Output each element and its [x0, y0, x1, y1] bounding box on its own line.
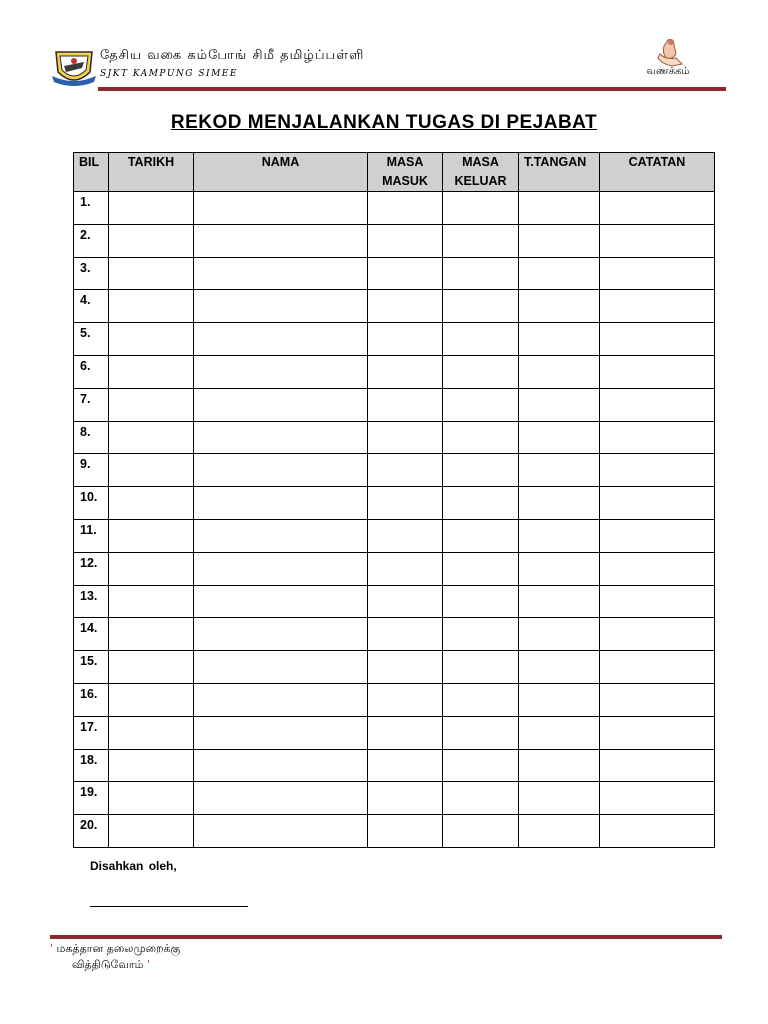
row-number: 12.: [74, 552, 109, 585]
row-number: 1.: [74, 192, 109, 225]
remarks-cell[interactable]: [600, 716, 715, 749]
time-in-cell[interactable]: [368, 618, 443, 651]
school-name-latin: SJKT KAMPUNG SIMEE: [100, 69, 238, 79]
page-title: REKOD MENJALANKAN TUGAS DI PEJABAT: [170, 112, 598, 133]
column-header: [519, 153, 600, 192]
table-row: [74, 749, 715, 782]
row-number: 13.: [74, 585, 109, 618]
date-cell[interactable]: [109, 290, 194, 323]
name-cell[interactable]: [194, 585, 368, 618]
date-cell[interactable]: [109, 487, 194, 520]
time-in-cell[interactable]: [368, 323, 443, 356]
row-number: 19.: [74, 782, 109, 815]
motto-line-1: [50, 942, 180, 957]
table-header-row: [74, 153, 715, 192]
name-cell[interactable]: [194, 257, 368, 290]
footer-divider: [50, 935, 722, 939]
time-out-cell[interactable]: [443, 487, 519, 520]
time-in-cell[interactable]: [368, 388, 443, 421]
time-in-cell[interactable]: [368, 519, 443, 552]
name-cell[interactable]: [194, 192, 368, 225]
row-number: 4.: [74, 290, 109, 323]
row-number: 11.: [74, 519, 109, 552]
column-header-line1: TARIKH: [127, 155, 175, 169]
name-cell[interactable]: [194, 454, 368, 487]
row-number: 16.: [74, 683, 109, 716]
remarks-cell[interactable]: [600, 618, 715, 651]
remarks-cell[interactable]: [600, 782, 715, 815]
row-number: 15.: [74, 651, 109, 684]
time-out-cell[interactable]: [443, 355, 519, 388]
row-number: 18.: [74, 749, 109, 782]
remarks-cell[interactable]: [600, 323, 715, 356]
row-number: 8.: [74, 421, 109, 454]
name-cell[interactable]: [194, 519, 368, 552]
date-cell[interactable]: [109, 323, 194, 356]
date-cell[interactable]: [109, 421, 194, 454]
date-cell[interactable]: [109, 257, 194, 290]
signature-cell[interactable]: [519, 421, 600, 454]
time-out-cell[interactable]: [443, 651, 519, 684]
signature-cell[interactable]: [519, 388, 600, 421]
table-row: [74, 815, 715, 848]
time-in-cell[interactable]: [368, 716, 443, 749]
remarks-cell[interactable]: [600, 519, 715, 552]
time-out-cell[interactable]: [443, 257, 519, 290]
column-header-line1: T.TANGAN: [524, 155, 587, 169]
row-number: 5.: [74, 323, 109, 356]
header-divider: [98, 87, 726, 91]
name-cell[interactable]: [194, 421, 368, 454]
table-row: [74, 323, 715, 356]
time-out-cell[interactable]: [443, 815, 519, 848]
signature-cell[interactable]: [519, 815, 600, 848]
column-header: [74, 153, 109, 192]
date-cell[interactable]: [109, 815, 194, 848]
table-row: [74, 519, 715, 552]
date-cell[interactable]: [109, 454, 194, 487]
column-header-line2: KELUAR: [454, 174, 507, 188]
column-header-line1: MASA: [386, 155, 424, 169]
signature-cell[interactable]: [519, 782, 600, 815]
time-in-cell[interactable]: [368, 585, 443, 618]
name-cell[interactable]: [194, 683, 368, 716]
time-out-cell[interactable]: [443, 290, 519, 323]
table-row: [74, 355, 715, 388]
signature-cell[interactable]: [519, 618, 600, 651]
verified-by-label: Disahkan oleh,: [90, 859, 177, 873]
time-in-cell[interactable]: [368, 552, 443, 585]
table-row: [74, 552, 715, 585]
table-row: [74, 192, 715, 225]
signature-cell[interactable]: [519, 519, 600, 552]
name-cell[interactable]: [194, 552, 368, 585]
time-in-cell[interactable]: [368, 749, 443, 782]
date-cell[interactable]: [109, 552, 194, 585]
column-header: [600, 153, 715, 192]
signature-cell[interactable]: [519, 355, 600, 388]
row-number: 17.: [74, 716, 109, 749]
row-number: 6.: [74, 355, 109, 388]
signature-cell[interactable]: [519, 552, 600, 585]
remarks-cell[interactable]: [600, 355, 715, 388]
remarks-cell[interactable]: [600, 224, 715, 257]
date-cell[interactable]: [109, 782, 194, 815]
remarks-cell[interactable]: [600, 290, 715, 323]
praying-hands-icon: [652, 36, 688, 68]
name-cell[interactable]: [194, 749, 368, 782]
time-out-cell[interactable]: [443, 388, 519, 421]
motto-line-2: [72, 958, 150, 973]
row-number: 7.: [74, 388, 109, 421]
remarks-cell[interactable]: [600, 683, 715, 716]
column-header: [194, 153, 368, 192]
column-header: [443, 153, 519, 192]
time-out-cell[interactable]: [443, 716, 519, 749]
remarks-cell[interactable]: [600, 585, 715, 618]
time-out-cell[interactable]: [443, 454, 519, 487]
signature-cell[interactable]: [519, 224, 600, 257]
time-in-cell[interactable]: [368, 192, 443, 225]
column-header-line2: MASUK: [382, 174, 428, 188]
time-out-cell[interactable]: [443, 782, 519, 815]
column-header-line1: NAMA: [261, 155, 300, 169]
remarks-cell[interactable]: [600, 454, 715, 487]
time-in-cell[interactable]: [368, 290, 443, 323]
time-in-cell[interactable]: [368, 782, 443, 815]
time-in-cell[interactable]: [368, 454, 443, 487]
motto-open-quote: ': [50, 942, 54, 955]
motto-close-quote: ': [146, 958, 150, 971]
name-cell[interactable]: [194, 323, 368, 356]
date-cell[interactable]: [109, 716, 194, 749]
signature-cell[interactable]: [519, 585, 600, 618]
name-cell[interactable]: [194, 815, 368, 848]
date-cell[interactable]: [109, 388, 194, 421]
time-out-cell[interactable]: [443, 421, 519, 454]
name-cell[interactable]: [194, 716, 368, 749]
time-out-cell[interactable]: [443, 192, 519, 225]
name-cell[interactable]: [194, 388, 368, 421]
table-row: [74, 421, 715, 454]
remarks-cell[interactable]: [600, 749, 715, 782]
signature-line[interactable]: [90, 906, 248, 907]
table-row: [74, 257, 715, 290]
remarks-cell[interactable]: [600, 388, 715, 421]
remarks-cell[interactable]: [600, 487, 715, 520]
table-body: [74, 192, 715, 848]
signature-cell[interactable]: [519, 487, 600, 520]
name-cell[interactable]: [194, 224, 368, 257]
time-out-cell[interactable]: [443, 323, 519, 356]
school-crest-icon: [50, 42, 98, 90]
date-cell[interactable]: [109, 683, 194, 716]
time-in-cell[interactable]: [368, 257, 443, 290]
date-cell[interactable]: [109, 618, 194, 651]
time-out-cell[interactable]: [443, 618, 519, 651]
name-cell[interactable]: [194, 487, 368, 520]
name-cell[interactable]: [194, 782, 368, 815]
remarks-cell[interactable]: [600, 651, 715, 684]
table-row: [74, 454, 715, 487]
row-number: 3.: [74, 257, 109, 290]
row-number: 14.: [74, 618, 109, 651]
time-out-cell[interactable]: [443, 552, 519, 585]
time-out-cell[interactable]: [443, 519, 519, 552]
column-header: [368, 153, 443, 192]
motto-text-2: வித்திடுவோம்: [72, 958, 144, 971]
row-number: 10.: [74, 487, 109, 520]
motto-text-1: மகத்தான தலைமுறைக்கு: [56, 942, 181, 955]
name-cell[interactable]: [194, 651, 368, 684]
signature-cell[interactable]: [519, 323, 600, 356]
time-in-cell[interactable]: [368, 421, 443, 454]
row-number: 2.: [74, 224, 109, 257]
signature-cell[interactable]: [519, 749, 600, 782]
time-in-cell[interactable]: [368, 683, 443, 716]
date-cell[interactable]: [109, 651, 194, 684]
table-row: [74, 618, 715, 651]
signature-cell[interactable]: [519, 257, 600, 290]
column-header-line1: CATATAN: [628, 155, 686, 169]
time-out-cell[interactable]: [443, 585, 519, 618]
table-row: [74, 651, 715, 684]
time-in-cell[interactable]: [368, 815, 443, 848]
row-number: 20.: [74, 815, 109, 848]
date-cell[interactable]: [109, 519, 194, 552]
time-in-cell[interactable]: [368, 651, 443, 684]
remarks-cell[interactable]: [600, 815, 715, 848]
signature-cell[interactable]: [519, 683, 600, 716]
signature-cell[interactable]: [519, 716, 600, 749]
date-cell[interactable]: [109, 192, 194, 225]
name-cell[interactable]: [194, 355, 368, 388]
table-row: [74, 224, 715, 257]
signature-cell[interactable]: [519, 192, 600, 225]
signature-cell[interactable]: [519, 651, 600, 684]
date-cell[interactable]: [109, 585, 194, 618]
time-in-cell[interactable]: [368, 487, 443, 520]
table-row: [74, 716, 715, 749]
time-out-cell[interactable]: [443, 224, 519, 257]
name-cell[interactable]: [194, 290, 368, 323]
date-cell[interactable]: [109, 749, 194, 782]
table-row: [74, 487, 715, 520]
duty-record-table: [73, 152, 715, 848]
table-row: [74, 782, 715, 815]
time-out-cell[interactable]: [443, 683, 519, 716]
table-row: [74, 388, 715, 421]
date-cell[interactable]: [109, 355, 194, 388]
signature-cell[interactable]: [519, 454, 600, 487]
row-number: 9.: [74, 454, 109, 487]
time-in-cell[interactable]: [368, 224, 443, 257]
remarks-cell[interactable]: [600, 257, 715, 290]
table-row: [74, 683, 715, 716]
column-header-line1: BIL: [79, 155, 100, 169]
signature-cell[interactable]: [519, 290, 600, 323]
remarks-cell[interactable]: [600, 192, 715, 225]
column-header: [109, 153, 194, 192]
table-row: [74, 290, 715, 323]
greeting-text: வணக்கம்: [646, 66, 690, 77]
date-cell[interactable]: [109, 224, 194, 257]
time-out-cell[interactable]: [443, 749, 519, 782]
remarks-cell[interactable]: [600, 421, 715, 454]
remarks-cell[interactable]: [600, 552, 715, 585]
school-name-tamil: தேசிய வகை கம்போங் சிமீ தமிழ்ப்பள்ளி: [100, 48, 365, 63]
letterhead: [0, 0, 768, 100]
table-row: [74, 585, 715, 618]
time-in-cell[interactable]: [368, 355, 443, 388]
name-cell[interactable]: [194, 618, 368, 651]
column-header-line1: MASA: [462, 155, 499, 169]
